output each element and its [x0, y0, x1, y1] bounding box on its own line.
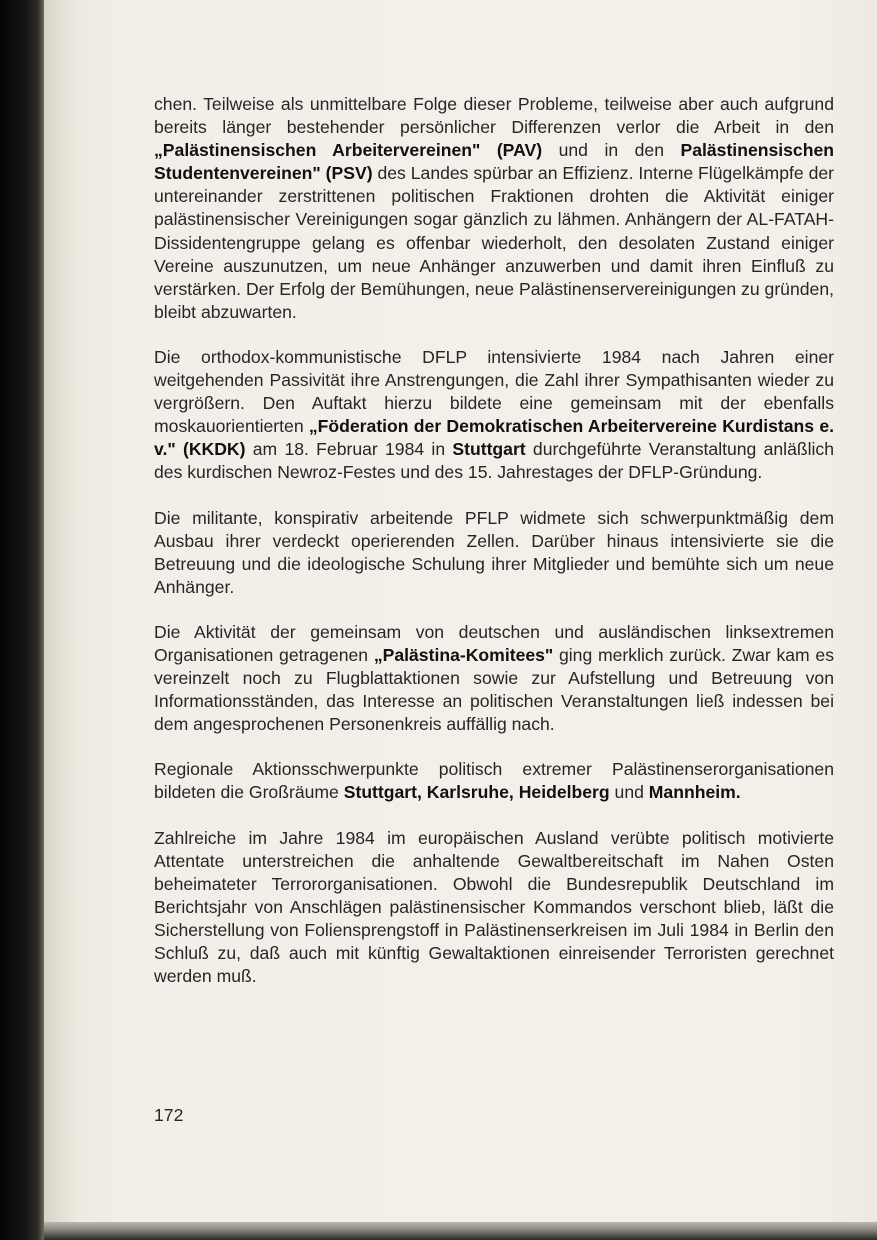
org-name-psv: Palästinensischen Studentenvereinen" (PSV) [154, 140, 834, 184]
page-number: 172 [154, 1105, 184, 1125]
text-run: Die Aktivität der gemeinsam von deutschen und ausländischen linksextremen Organisationen getragenen [154, 621, 834, 665]
text-run: Zahlreiche im Jahre 1984 im europäischen Ausland verübte politisch motivierte Attentate unterstreichen die anhaltende Gewaltbereitschaft im Nahen Osten beheimateter Terrororganisationen. Obwohl die Bundesrepublik Deutschland im Berichtsjahr von Anschlägen palästinensischer Kommandos verschont blieb, läßt die Sicherstellung von Foliensprengstoff in Palästinenserkreisen im Juli 1984 in Berlin den Schluß zu, daß auch mit künftig Gewaltaktionen einreisender Terroristen gerechnet werden muß. [154, 827, 834, 987]
place-name-mannheim: Mannheim. [648, 782, 741, 803]
text-run: und in den [542, 140, 681, 161]
paragraph-dflp [154, 346, 834, 485]
text-run: ging merklich zurück. Zwar kam es vereinzelt noch zu Flugblattaktionen sowie zur Aufstellung und Betreuung von Informationsständen, das Interesse an politischen Veranstaltungen ließ indessen bei dem angesprochenen Personenkreis auffällig nach. [154, 644, 834, 735]
paragraph-palestinian-associations [154, 93, 834, 324]
text-run: Regionale Aktionsschwerpunkte politisch extremer Palästinenserorganisationen bildeten die Großräume [154, 759, 834, 803]
page-edge [44, 1222, 877, 1240]
text-run: durchgeführte Veranstaltung anläßlich des kurdischen Newroz-Festes und des 15. Jahrestages der DFLP-Gründung. [154, 439, 835, 483]
paragraph-palestine-committees [154, 621, 834, 736]
org-name-kkdk: „Föderation der Demokratischen Arbeitervereine Kurdistans e. v." (KKDK) [154, 416, 834, 460]
place-names-regions: Stuttgart, Karlsruhe, Heidelberg [343, 782, 610, 803]
text-run: Die orthodox-kommunistische DFLP intensivierte 1984 nach Jahren einer weitgehenden Passivität ihre Anstrengungen, die Zahl ihrer Sympathisanten wieder zu vergrößern. Den Auftakt hierzu bildete eine gemeinsam mit der ebenfalls moskauorientierten [154, 346, 834, 437]
text-run: und [609, 782, 649, 803]
text-run: am 18. Februar 1984 in [245, 439, 453, 460]
text-run: Die militante, konspirativ arbeitende PFLP widmete sich schwerpunktmäßig dem Ausbau ihrer verdeckt operierenden Zellen. Darüber hinaus intensivierte sie die Betreuung und die ideologische Schulung ihrer Mitglieder und bemühte sich um neue Anhänger. [154, 507, 834, 597]
text-run: des Landes spürbar an Effizienz. Interne Flügelkämpfe der untereinander zerstrittenen politischen Fraktionen drohten die Aktivität einiger palästinensischer Vereinigungen sogar gänzlich zu lähmen. Anhängern der AL-FATAH-Dissidentengruppe gelang es offenbar wiederholt, den desolaten Zustand einiger Vereine auszunutzen, um neue Anhänger anzuwerben und damit ihren Einfluß zu verstärken. Der Erfolg der Bemühungen, neue Palästinenservereinigungen zu gründen, bleibt abzuwarten. [154, 163, 835, 322]
org-name-palestine-committees: „Palästina-Komitees" [373, 644, 554, 665]
text-run: chen. Teilweise als unmittelbare Folge dieser Probleme, teilweise aber auch aufgrund bereits länger bestehender persönlicher Differenzen verlor die Arbeit in den [154, 94, 834, 138]
paragraph-attacks [154, 827, 834, 989]
paragraph-pflp [154, 507, 834, 599]
org-name-pav: „Palästinensischen Arbeitervereinen" (PAV) [154, 140, 543, 161]
place-name-stuttgart: Stuttgart [452, 439, 526, 460]
body-text [154, 93, 834, 1010]
book-binding-shadow [0, 0, 44, 1240]
paragraph-regional-focus [154, 758, 834, 804]
